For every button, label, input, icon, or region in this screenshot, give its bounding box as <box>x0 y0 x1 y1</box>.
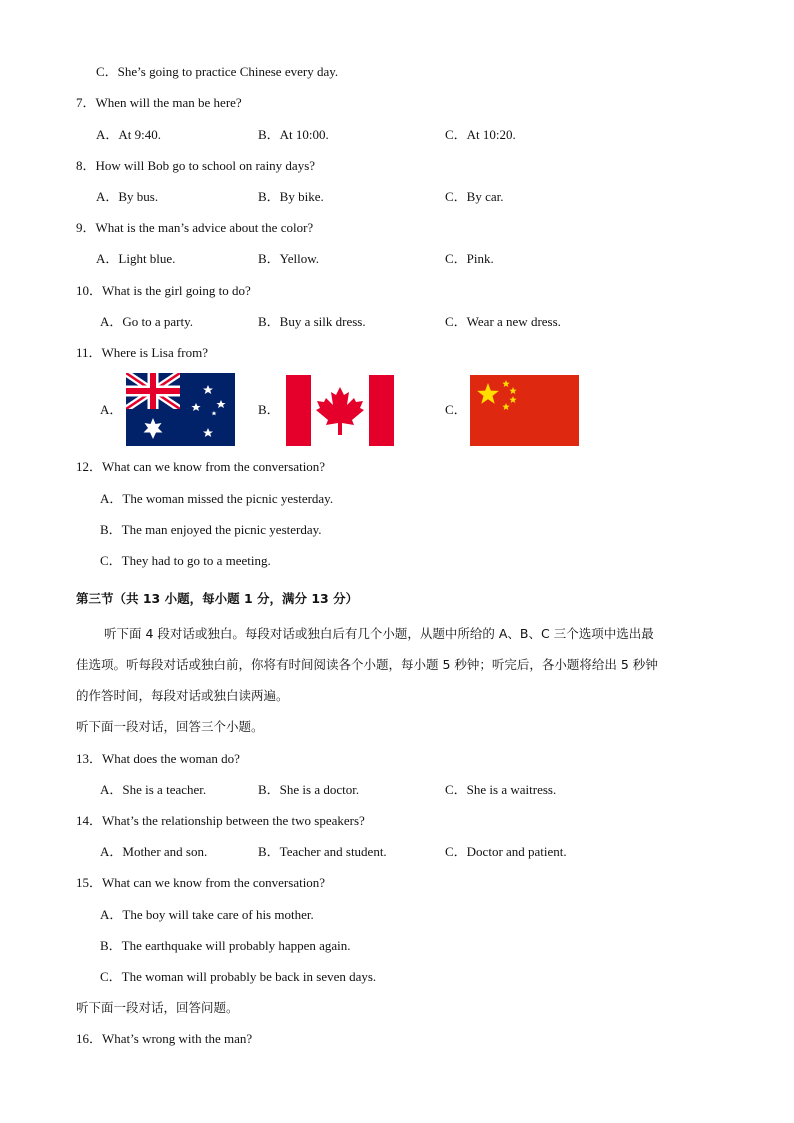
section-instructions-3: 的作答时间，每段对话或独白读两遍。 <box>76 688 289 703</box>
q14-option-c: C．Doctor and patient. <box>445 844 567 859</box>
q10-option-b: B．Buy a silk dress. <box>258 314 366 329</box>
q14-question: 14．What’s the relationship between the two speakers? <box>76 813 365 828</box>
q13-option-c: C．She is a waitress. <box>445 782 557 797</box>
canada-flag-icon <box>286 375 394 446</box>
q13-option-b: B．She is a doctor. <box>258 782 360 797</box>
q9-option-b: B．Yellow. <box>258 251 320 266</box>
q12-question: 12．What can we know from the conversation? <box>76 459 326 474</box>
q11-question: 11．Where is Lisa from? <box>76 345 208 360</box>
q11-option-c: C． <box>445 402 467 417</box>
q11-option-a: A． <box>100 402 123 417</box>
q8-option-b: B．By bike. <box>258 189 324 204</box>
q11-option-b: B． <box>258 402 280 417</box>
q12-option-c: C．They had to go to a meeting. <box>100 553 271 568</box>
q12-option-b: B．The man enjoyed the picnic yesterday. <box>100 522 322 537</box>
q10-option-a: A．Go to a party. <box>100 314 194 329</box>
q7-question: 7．When will the man be here? <box>76 95 242 110</box>
q14-option-a: A．Mother and son. <box>100 844 208 859</box>
q10-question: 10．What is the girl going to do? <box>76 283 251 298</box>
q7-option-b: B．At 10:00. <box>258 127 329 142</box>
q16-question: 16．What’s wrong with the man? <box>76 1031 253 1046</box>
q14-option-b: B．Teacher and student. <box>258 844 387 859</box>
q10-option-c: C．Wear a new dress. <box>445 314 561 329</box>
dialogue-lead-1: 听下面一段对话，回答三个小题。 <box>76 719 264 734</box>
q13-option-a: A．She is a teacher. <box>100 782 207 797</box>
q7-option-c: C．At 10:20. <box>445 127 516 142</box>
q8-option-a: A．By bus. <box>96 189 159 204</box>
section-title: 第三节（共 13 小题，每小题 1 分，满分 13 分） <box>76 591 359 606</box>
q9-option-a: A．Light blue. <box>96 251 176 266</box>
q12-option-a: A．The woman missed the picnic yesterday. <box>100 491 334 506</box>
section-instructions-2: 佳选项。听每段对话或独白前，你将有时间阅读各个小题，每小题 5 秒钟；听完后，各小题将给出 5 秒钟 <box>76 657 658 672</box>
q15-option-b: B．The earthquake will probably happen again. <box>100 938 351 953</box>
q8-option-c: C．By car. <box>445 189 504 204</box>
q13-question: 13．What does the woman do? <box>76 751 240 766</box>
q15-option-c: C．The woman will probably be back in seven days. <box>100 969 377 984</box>
q15-option-a: A．The boy will take care of his mother. <box>100 907 314 922</box>
q15-question: 15．What can we know from the conversation? <box>76 875 326 890</box>
q8-question: 8．How will Bob go to school on rainy days? <box>76 158 316 173</box>
q9-question: 9．What is the man’s advice about the color? <box>76 220 314 235</box>
dialogue-lead-2: 听下面一段对话，回答问题。 <box>76 1000 239 1015</box>
q7-option-a: A．At 9:40. <box>96 127 162 142</box>
section-instructions-1: 听下面 4 段对话或独白。每段对话或独白后有几个小题，从题中所给的 A、B、C 三个选项中选出最 <box>104 626 654 641</box>
australia-flag-icon <box>126 373 235 446</box>
china-flag-icon <box>470 375 579 446</box>
q6-option-c: C．She’s going to practice Chinese every day. <box>96 64 339 79</box>
q9-option-c: C．Pink. <box>445 251 494 266</box>
